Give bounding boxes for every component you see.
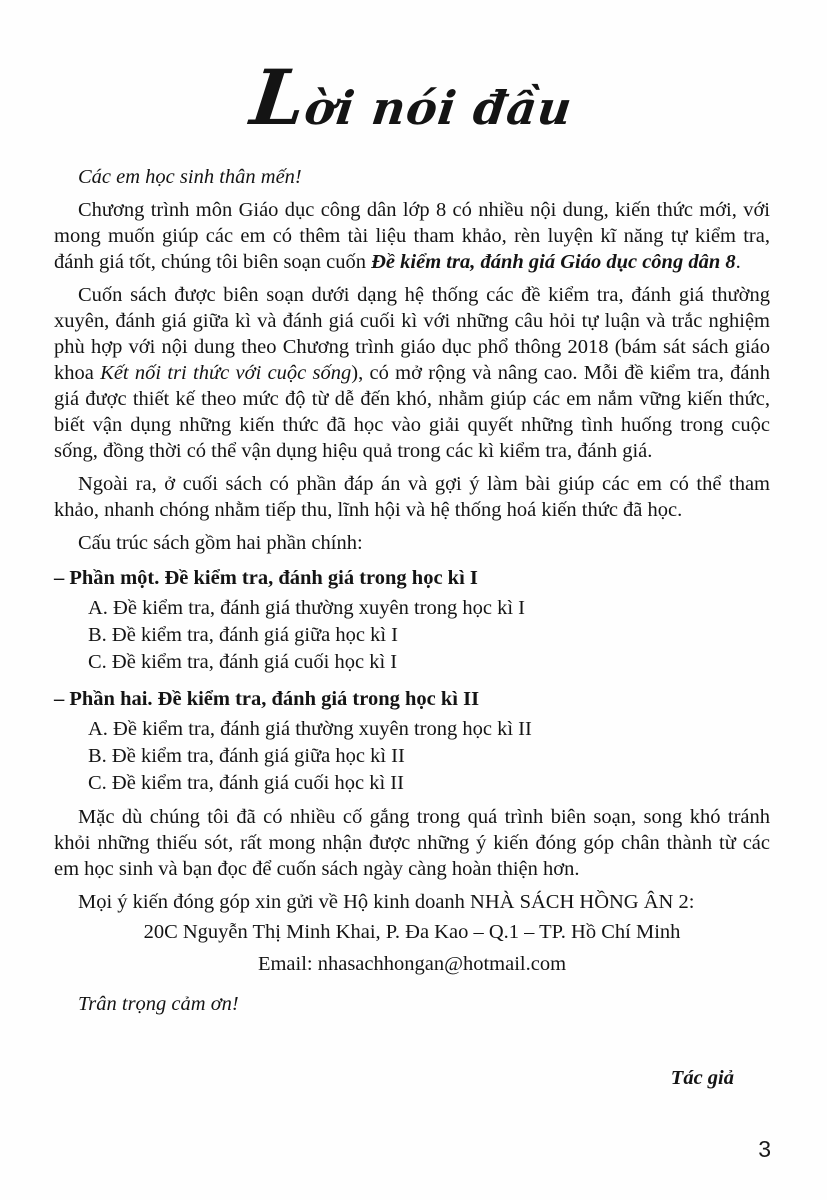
paragraph-outline-lead: Cấu trúc sách gồm hai phần chính:	[78, 532, 363, 554]
paragraph-structure-text: Cuốn sách được biên soạn dưới dạng hệ thống các đề kiểm tra, đánh giá thường xuyên, đánh giá giữa kì và đánh giá cuối kì với những câu hỏi tự luận và trắc nghiệm phù hợp với nội dung theo Chương trình giáo dục phổ thông 2018 (bám sát sách giáo khoa	[54, 284, 770, 384]
page-number: 3	[758, 1136, 771, 1162]
paragraph-structure	[54, 282, 770, 464]
list-item: A. Đề kiểm tra, đánh giá thường xuyên trong học kì I	[88, 597, 525, 619]
list-item: A. Đề kiểm tra, đánh giá thường xuyên trong học kì II	[88, 718, 532, 740]
publisher-email: Email: nhasachhongan@hotmail.com	[257, 953, 567, 975]
page-content	[54, 0, 770, 1091]
list-item: C. Đề kiểm tra, đánh giá cuối học kì II	[88, 772, 404, 794]
book-title-emphasis: Đề kiểm tra, đánh giá Giáo dục công dân 8	[371, 251, 736, 273]
textbook-title-emphasis: Kết nối tri thức với cuộc sống	[100, 362, 352, 384]
paragraph-apology: Mặc dù chúng tôi đã có nhiều cố gắng trong quá trình biên soạn, song khó tránh khỏi những thiếu sót, rất mong nhận được những ý kiến đóng góp chân thành từ các em học sinh và bạn đọc để cuốn sách ngày càng hoàn thiện hơn.	[54, 806, 770, 880]
part-one-heading: – Phần một. Đề kiểm tra, đánh giá trong học kì I	[54, 567, 478, 589]
part-two-list	[54, 716, 770, 797]
paragraph-feedback: Mọi ý kiến đóng góp xin gửi về Hộ kinh doanh NHÀ SÁCH HỒNG ÂN 2:	[78, 891, 695, 913]
publisher-address: 20C Nguyễn Thị Minh Khai, P. Đa Kao – Q.1 – TP. Hồ Chí Minh	[143, 921, 681, 943]
paragraph-intro-end: .	[735, 251, 741, 273]
salutation: Các em học sinh thân mến!	[78, 166, 302, 188]
paragraph-structure-end: ), có mở rộng và nâng cao. Mỗi đề kiểm tra, đánh giá được thiết kế theo mức độ từ dễ đến khó, nhằm giúp các em nắm vững kiến thức, biết vận dụng những kiến thức đã học vào giải quyết những tình huống trong cuộc sống, đồng thời có thể vận dụng hiệu quả trong các kì kiểm tra, đánh giá.	[54, 362, 770, 462]
author-signature: Tác giả	[670, 1067, 734, 1089]
paragraph-intro-text: Chương trình môn Giáo dục công dân lớp 8 có nhiều nội dung, kiến thức mới, với mong muốn giúp các em có thêm tài liệu tham khảo, rèn luyện kĩ năng tự kiểm tra, đánh giá tốt, chúng tôi biên soạn cuốn	[54, 199, 770, 273]
paragraph-intro	[54, 197, 770, 275]
paragraph-answers: Ngoài ra, ở cuối sách có phần đáp án và gợi ý làm bài giúp các em có thể tham khảo, nhanh chóng nhằm tiếp thu, lĩnh hội và hệ thống hoá kiến thức đã học.	[54, 473, 770, 521]
part-one-list	[54, 595, 770, 676]
part-two-heading: – Phần hai. Đề kiểm tra, đánh giá trong học kì II	[54, 688, 480, 710]
list-item: B. Đề kiểm tra, đánh giá giữa học kì II	[88, 745, 405, 767]
list-item: C. Đề kiểm tra, đánh giá cuối học kì I	[88, 651, 398, 673]
list-item: B. Đề kiểm tra, đánh giá giữa học kì I	[88, 624, 398, 646]
closing-thanks: Trân trọng cảm ơn!	[78, 993, 239, 1015]
page-title: Lời nói đầu	[246, 53, 576, 142]
